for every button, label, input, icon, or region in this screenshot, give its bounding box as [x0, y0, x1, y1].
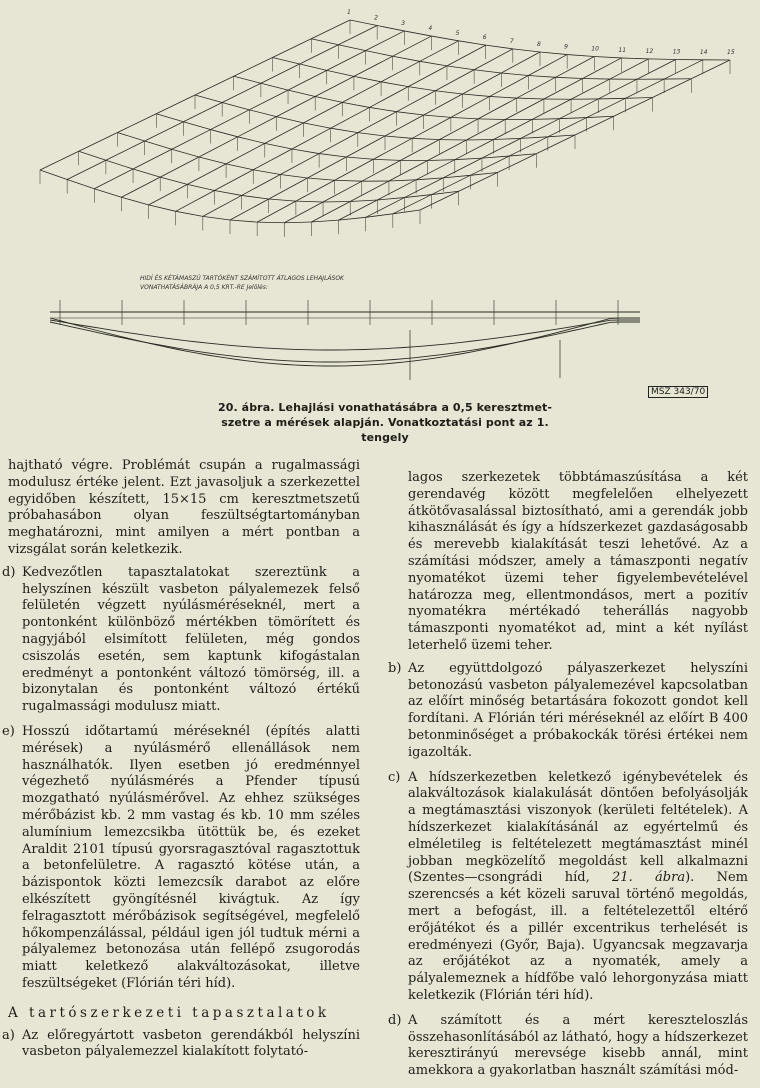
- grid-line: [79, 151, 106, 160]
- grid-line: [420, 41, 459, 62]
- grid-line: [369, 107, 396, 111]
- grid-line: [621, 58, 648, 59]
- grid-line: [517, 77, 556, 98]
- grid-line: [350, 200, 377, 202]
- grid-line: [428, 160, 455, 161]
- grid-line: [253, 149, 292, 170]
- grid-line: [183, 103, 222, 122]
- grid-line: [257, 222, 284, 223]
- grid-label: 10: [591, 46, 599, 53]
- grid-line: [176, 191, 215, 212]
- grid-line: [649, 59, 676, 60]
- grid-line: [265, 143, 292, 149]
- grid-line: [230, 220, 257, 222]
- grid-line: [121, 197, 148, 205]
- grid-line: [276, 117, 303, 123]
- grid-line: [420, 61, 447, 66]
- grid-line: [486, 45, 513, 49]
- grid-line: [67, 160, 106, 179]
- grid-line: [339, 200, 378, 220]
- grid-line: [459, 41, 486, 45]
- grid-line: [304, 123, 331, 128]
- grid-line: [490, 96, 517, 98]
- grid-line: [587, 116, 614, 117]
- grid-line: [257, 201, 296, 222]
- grid-line: [315, 97, 342, 103]
- grid-line: [354, 56, 393, 76]
- grid-line: [195, 95, 222, 103]
- grid-line: [358, 133, 385, 136]
- deflection-curve: [50, 318, 640, 366]
- grid-line: [575, 116, 614, 135]
- grid-line: [474, 49, 513, 70]
- grid-line: [288, 70, 327, 90]
- grid-line: [296, 201, 323, 202]
- grid-line: [517, 98, 544, 99]
- grid-line: [342, 102, 369, 107]
- grid-line: [366, 51, 393, 57]
- grid-line: [587, 98, 626, 117]
- grid-label: 8: [537, 41, 541, 48]
- grid-line: [346, 136, 385, 157]
- grid-line: [327, 51, 366, 71]
- grid-line: [335, 159, 374, 180]
- grid-line: [435, 70, 474, 91]
- grid-line: [478, 98, 517, 119]
- grid-line: [121, 177, 160, 197]
- grid-line: [548, 118, 587, 137]
- grid-line: [404, 195, 431, 198]
- grid-line: [288, 90, 315, 96]
- grid-line: [94, 169, 133, 189]
- list-text: A számított és a mért kereszteloszlás összehasonlításából az látható, hogy a hídszerkezet keresztirányú merevsége kisebb annál, mint amekkora a gyakorlatban használt számítási mód-: [408, 1013, 748, 1078]
- grid-line: [528, 55, 567, 76]
- grid-line: [424, 115, 451, 117]
- caption-line-3: tengely: [190, 430, 580, 445]
- grid-line: [598, 98, 625, 99]
- grid-line: [249, 110, 276, 117]
- grid-line: [431, 36, 458, 41]
- paragraph-continuation: hajtható végre. Problémát csupán a rugalmassági modulusz értéke jelent. Ezt javasoljuk a szerkezettel egyidőben készített, 15×15 cm keresztmetszetű próbahasábon olyan feszültségtartományban meghatározni, mint amilyen a mért pontban a vizsgálat során keletkezik.: [8, 458, 360, 559]
- grid-line: [397, 91, 436, 112]
- grid-line: [319, 133, 358, 154]
- grid-line: [447, 45, 486, 66]
- grid-line: [149, 184, 188, 205]
- grid-line: [214, 191, 241, 196]
- grid-line: [222, 103, 249, 110]
- list-text-2: ). Nem szerencsés a két közeli saruval történő megoldás, mert a befogást, ill. a feltételezettől eltérő erőjátékot és a pillér excentrikus terhelését is eredményezi (Győr, Baja). Ugyancsak megzavarja az erőjátékot az a nyomaték, amely a pályalemeznek a hídfőbe való lehorgonyzása miatt keletkezik (Flórián téri híd).: [408, 870, 748, 1003]
- list-item-b: [394, 661, 748, 762]
- grid-line: [556, 57, 595, 78]
- grid-line: [308, 178, 335, 180]
- grid-line: [346, 157, 373, 159]
- grid-line: [412, 117, 451, 138]
- deflection-diagram: [0, 0, 760, 400]
- grid-line: [482, 138, 521, 158]
- grid-line: [338, 45, 365, 51]
- grid-line: [261, 64, 300, 83]
- grid-line: [478, 119, 505, 120]
- grid-line: [583, 58, 622, 79]
- figure-note-2: VONATHATÁSÁBRÁJA A 0,5 KRT.-RE Jelölés:: [140, 284, 268, 291]
- grid-line: [234, 76, 261, 83]
- grid-line: [160, 157, 199, 177]
- grid-line: [242, 175, 281, 196]
- grid-line: [490, 75, 529, 96]
- grid-label: 9: [564, 44, 568, 51]
- grid-line: [501, 73, 528, 75]
- grid-line: [420, 191, 459, 210]
- grid-line: [435, 91, 462, 94]
- grid-line: [300, 64, 327, 70]
- grid-line: [118, 114, 157, 133]
- grid-line: [385, 115, 424, 136]
- grid-label: 14: [700, 49, 708, 56]
- grid-line: [416, 160, 455, 180]
- grid-line: [567, 55, 594, 57]
- grid-line: [393, 56, 420, 61]
- grid-line: [625, 98, 652, 99]
- grid-line: [331, 107, 370, 128]
- grid-line: [265, 123, 304, 144]
- grid-line: [408, 66, 447, 87]
- grid-line: [424, 94, 463, 115]
- grid-line: [521, 137, 548, 139]
- grid-line: [540, 52, 567, 55]
- grid-line: [513, 49, 540, 52]
- grid-line: [373, 138, 412, 159]
- grid-line: [556, 77, 583, 78]
- grid-line: [280, 154, 319, 175]
- grid-line: [304, 102, 343, 123]
- grid-line: [366, 31, 405, 51]
- grid-line: [455, 158, 482, 160]
- grid-line: [172, 149, 199, 157]
- grid-label: 6: [483, 34, 487, 41]
- grid-line: [536, 135, 575, 154]
- grid-line: [145, 141, 172, 149]
- grid-line: [156, 95, 195, 114]
- grid-line: [292, 149, 319, 154]
- grid-line: [393, 36, 432, 56]
- grid-line: [614, 98, 653, 117]
- grid-line: [253, 170, 280, 175]
- deflection-figure: [0, 0, 760, 400]
- grid-line: [242, 195, 269, 199]
- list-text: Kedvezőtlen tapasztalatokat szereztünk a helyszínen készült vasbeton pályalemezek felső felületén végzett nyúlásméréseknél, mert a pontonként különböző mértékben tömörített és nagyjából elsimított felületen, még gondos csiszolás esetén, sem kaptunk kifogástalan eredményt a pontonként változó tömörség, ill. a bizonytalan és pontonként változó értékű rugalmassági modulusz miatt.: [22, 565, 360, 714]
- deflection-curve: [50, 322, 640, 362]
- grid-line: [408, 87, 435, 91]
- grid-label: 13: [673, 48, 681, 55]
- grid-line: [203, 216, 230, 220]
- grid-label: 3: [401, 20, 405, 27]
- grid-line: [106, 141, 145, 160]
- grid-line: [315, 76, 354, 96]
- grid-line: [451, 96, 490, 117]
- grid-line: [369, 87, 408, 108]
- figure-reference: 21. ábra: [612, 870, 685, 885]
- grid-line: [331, 128, 358, 132]
- 3d-influence-surface: [40, 20, 730, 237]
- grid-line: [311, 39, 338, 45]
- grid-line: [172, 130, 211, 150]
- list-item-a: [8, 1028, 360, 1062]
- grid-line: [354, 76, 381, 81]
- standard-stamp: MSZ 343/70: [648, 386, 708, 398]
- grid-line: [311, 220, 338, 222]
- grid-line: [381, 82, 408, 87]
- grid-line: [358, 112, 397, 133]
- grid-line: [528, 75, 555, 77]
- grid-line: [284, 202, 323, 223]
- grid-line: [187, 164, 226, 185]
- grid-line: [296, 180, 335, 201]
- grid-line: [199, 137, 238, 157]
- list-item-e: [8, 724, 360, 993]
- grid-line: [412, 138, 439, 139]
- grid-line: [40, 151, 79, 170]
- caption-line-2: szetre a mérések alapján. Vonatkoztatási pont az 1.: [190, 415, 580, 430]
- grid-line: [67, 180, 94, 189]
- grid-line: [459, 173, 498, 192]
- grid-label: 2: [374, 15, 378, 22]
- grid-line: [447, 66, 474, 70]
- grid-line: [463, 94, 490, 96]
- list-label: d): [388, 1013, 401, 1030]
- grid-line: [261, 83, 288, 90]
- list-label: d): [2, 565, 15, 582]
- grid-line: [327, 70, 354, 76]
- caption-line-1: 20. ábra. Lehajlási vonathatásábra a 0,5 keresztmet-: [190, 400, 580, 415]
- list-label: e): [2, 724, 15, 741]
- grid-line: [145, 122, 184, 141]
- grid-line: [249, 90, 288, 110]
- grid-line: [183, 122, 210, 130]
- list-label: a): [2, 1028, 15, 1045]
- list-text-1: A hídszerkezetben keletkező igénybevételek és alakváltozások kialakulását döntően befolyásolják a megtámasztási viszonyok (kerületi feltételek). A hídszerkezet kialakításánál az egyértelmű és elméletileg is feltételezett megtámasztást minél jobban megközelítő megoldást kell alkalmazni (Szentes—csongrádi híd,: [408, 770, 748, 886]
- grid-line: [381, 61, 420, 82]
- grid-line: [156, 114, 183, 122]
- grid-line: [342, 82, 381, 103]
- grid-line: [509, 137, 548, 156]
- grid-line: [269, 199, 296, 201]
- grid-line: [319, 154, 346, 157]
- grid-line: [211, 110, 250, 130]
- grid-line: [176, 211, 203, 216]
- figure-note-1: HIDÍ ÉS KÉTÁMASZÚ TARTÓKÉNT SZÁMÍTOTT ÁTLAGOS LEHAJLÁSOK: [140, 274, 345, 282]
- grid-label: 12: [646, 48, 654, 55]
- grid-line: [187, 184, 214, 190]
- grid-line: [308, 157, 347, 178]
- grid-line: [470, 156, 509, 175]
- grid-line: [335, 180, 362, 181]
- grid-line: [79, 133, 118, 152]
- grid-label: 5: [456, 30, 460, 37]
- grid-line: [276, 97, 315, 117]
- grid-line: [211, 130, 238, 137]
- grid-line: [160, 177, 187, 184]
- axis-labels: [347, 9, 735, 56]
- grid-line: [238, 137, 265, 144]
- grid-line: [385, 136, 412, 138]
- grid-line: [377, 26, 404, 31]
- grid-line: [133, 149, 172, 169]
- grid-line: [389, 180, 416, 181]
- grid-label: 4: [428, 25, 432, 32]
- grid-line: [269, 178, 308, 199]
- grid-line: [133, 169, 160, 177]
- grid-line: [199, 157, 226, 164]
- grid-line: [214, 170, 253, 191]
- list-item-d: [394, 1013, 748, 1080]
- grid-line: [106, 160, 133, 169]
- grid-line: [222, 83, 261, 102]
- grid-line: [273, 39, 312, 58]
- grid-line: [583, 78, 610, 79]
- grid-line: [494, 138, 521, 139]
- grid-line: [451, 117, 478, 118]
- grid-line: [404, 31, 431, 36]
- list-item-d: [8, 565, 360, 716]
- grid-line: [397, 112, 424, 115]
- grid-line: [238, 117, 277, 137]
- grid-line: [195, 76, 234, 95]
- grid-line: [501, 52, 540, 73]
- grid-line: [149, 205, 176, 211]
- grid-line: [273, 58, 300, 65]
- list-label: c): [388, 770, 400, 787]
- grid-line: [463, 73, 502, 94]
- section-heading: A tartószerkezeti tapasztalatok: [8, 1005, 360, 1022]
- grid-line: [455, 140, 494, 160]
- grid-line: [280, 175, 307, 178]
- grid-line: [292, 128, 331, 149]
- grid-line: [94, 189, 121, 198]
- grid-label: 7: [510, 38, 514, 45]
- grid-line: [311, 20, 350, 39]
- grid-line: [532, 119, 559, 120]
- grid-line: [226, 143, 265, 164]
- grid-line: [350, 20, 377, 26]
- left-column: [8, 458, 360, 1069]
- grid-line: [40, 170, 67, 180]
- paragraph-continuation: lagos szerkezetek többtámaszúsítása a két gerendavég között megfelelően elhelyezett átkötővasalással biztosítható, ami a gerendák jobb kihasználását és így a hídszerkezet gazdaságosabb és merevebb kialakítását teszi lehetővé. Az a számítási módszer, amely a támaszponti negatív nyomatékot üzemi teher figyelembevételével határozza meg, ellentmondásos, mert a pozitív nyomatékra mértékadó teherállás nagyobb támaszponti nyomatékot ad, mint a két nyílást leterhelő üzemi teher.: [394, 470, 748, 655]
- list-label: b): [388, 661, 401, 678]
- grid-line: [311, 202, 350, 223]
- grid-line: [474, 70, 501, 73]
- right-column: [394, 470, 748, 1088]
- grid-line: [338, 26, 377, 45]
- grid-line: [300, 45, 339, 64]
- list-text: Hosszú időtartamú méréseknél (építés alatti mérések) a nyúlásmérő ellenállások nem használhatók. Ilyen esetben jó eredménnyel végezhető nyúlásmérés a Pfender típusú mozgatható nyúlásmérővel. Az ehhez szükséges mérőbázist kb. 2 mm vastag és kb. 10 mm széles alumínium lemezcsikba ütöttük be, és ezeket Araldit 2101 típusú gyorsragasztóval ragasztottuk a betonfelületre. A ragasztó kötése után, a bázispontok közti lemezcsík darabot az előre elkészített gyöngítésnél kivágtuk. Az így felragasztott mérőbázisok segítségével, megfelelő hőkompenzálással, például igen jól tudtuk mérni a pályalemez betonozása után fellépő zsugorodás miatt keletkező alakváltozásokat, illetve feszültségeket (Flórián téri híd).: [22, 724, 360, 991]
- grid-line: [373, 159, 400, 160]
- deflection-profile: [50, 300, 640, 380]
- grid-line: [559, 118, 586, 119]
- grid-label: 1: [347, 9, 351, 16]
- grid-line: [404, 178, 443, 198]
- list-text: Az együttdolgozó pályaszerkezet helyszíni betonozású vasbeton pályalemezével kapcsolatban az előírt minőség betartására fokozott gondot kell fordítani. A Flórián téri méréseknél az előírt B 400 betonminőséget a próbakockák törési értékei nem igazolták.: [408, 661, 748, 760]
- grid-label: 15: [727, 49, 735, 56]
- grid-line: [230, 199, 269, 220]
- grid-line: [118, 133, 145, 142]
- figure-caption: [190, 400, 580, 445]
- grid-label: 11: [618, 47, 626, 54]
- grid-line: [521, 119, 560, 139]
- list-item-c: [394, 770, 748, 1005]
- grid-line: [234, 58, 273, 77]
- list-text: Az előregyártott vasbeton gerendákból helyszíni vasbeton pályalemezzel kialakított folytató-: [22, 1028, 360, 1060]
- grid-line: [226, 164, 253, 170]
- grid-line: [284, 222, 311, 223]
- grid-line: [594, 57, 621, 58]
- grid-line: [203, 195, 242, 216]
